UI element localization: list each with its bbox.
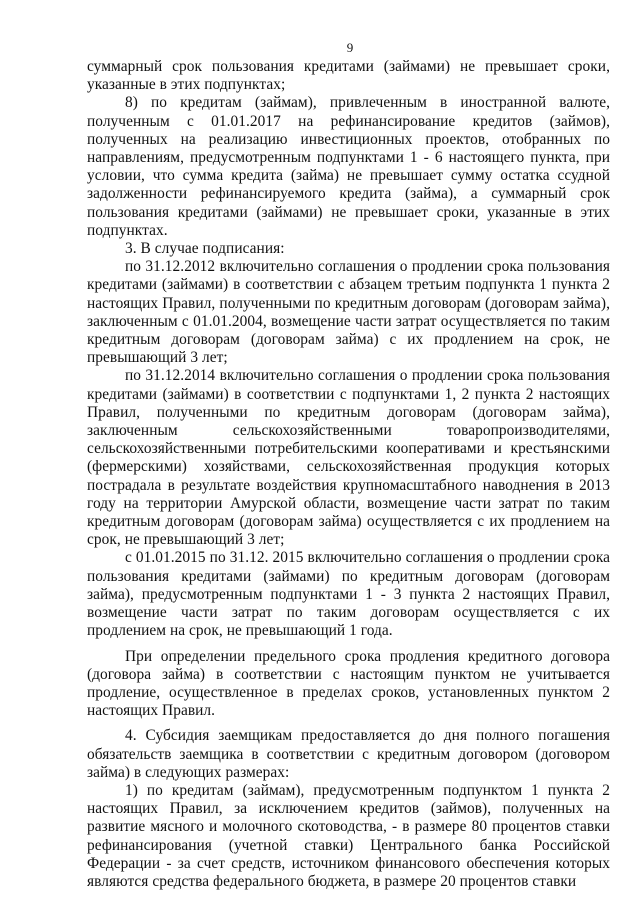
paragraph-section-4: 4. Субсидия заемщикам предоставляется до дня полного погашения обязательств заемщика в соответствии с кредитным договором (договором займа) в следующих размерах: xyxy=(87,727,610,781)
paragraph-section-3-heading: 3. В случае подписания: xyxy=(125,240,285,258)
paragraph-continuation: суммарный срок пользования кредитами (займами) не превышает сроки, указанные в этих подпунктах; xyxy=(87,58,610,94)
paragraph-extension-limit: При определении предельного срока продления кредитного договора (договора займа) в соответствии с настоящим пунктом не учитывается продление, осуществленное в пределах сроков, установленных пунктом 2 настоящих Правил. xyxy=(87,647,610,720)
paragraph-item-8: 8) по кредитам (займам), привлеченным в иностранной валюте, полученным с 01.01.2017 на рефинансирование кредитов (займов), полученных на реализацию инвестиционных проектов, отобранных по направлениям, предусмотренным подпунктами 1 - 6 настоящего пункта, при условии, что сумма кредита (займа) не превышает сумму остатка ссудной задолженности рефинансируемого кредита (займа), а суммарный срок пользования кредитами (займами) не превышает сроки, указанные в этих подпунктах. xyxy=(87,94,610,239)
document-body xyxy=(87,58,610,891)
paragraph-section-4-item-1: 1) по кредитам (займам), предусмотренным подпунктом 1 пункта 2 настоящих Правил, за исключением кредитов (займов), полученных на развитие мясного и молочного скотоводства, - в размере 80 процентов ставки рефинансирования (учетной ставки) Центрального банка Российской Федерации - за счет средств, источником финансового обеспечения которых являются средства федерального бюджета, в размере 20 процентов ставки xyxy=(87,781,610,890)
page-number: 9 xyxy=(346,40,354,55)
paragraph-until-2012: по 31.12.2012 включительно соглашения о продлении срока пользования кредитами (займами) в соответствии с абзацем третьим подпункта 1 пункта 2 настоящих Правил, полученными по кредитным договорам (договорам займа), заключенным с 01.01.2004, возмещение части затрат осуществляется по таким кредитным договорам (договорам займа) с их продлением на срок, не превышающий 3 лет; xyxy=(87,258,610,367)
paragraph-until-2014: по 31.12.2014 включительно соглашения о продлении срока пользования кредитами (займами) в соответствии с подпунктами 1, 2 пункта 2 настоящих Правил, полученными по кредитным договорам (договорам займа), заключенным сельскохозяйственными товаропроизводителями, сельскохозяйственными потребительскими кооперативами и крестьянскими (фермерскими) хозяйствами, сельскохозяйственная продукция которых пострадала в результате воздействия крупномасштабного наводнения в 2013 году на территории Амурской области, возмещение части затрат по таким кредитным договорам (договорам займа) осуществляется с их продлением на срок, не превышающий 3 лет; xyxy=(87,367,610,549)
paragraph-2015: с 01.01.2015 по 31.12. 2015 включительно соглашения о продлении срока пользования кредитами (займами) по кредитным договорам (договорам займа), предусмотренным подпунктами 1 - 3 пункта 2 настоящих Правил, возмещение части затрат по таким договорам осуществляется с их продлением на срок, не превышающий 1 года. xyxy=(87,549,610,640)
